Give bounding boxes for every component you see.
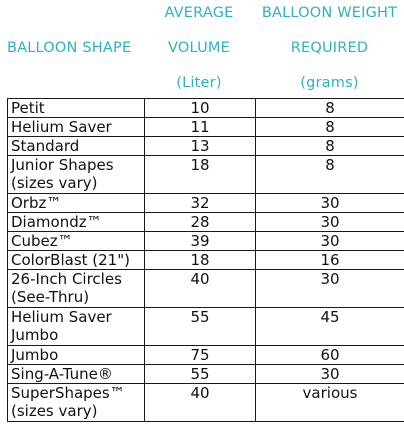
balloon-shape-text: Helium Saver (11, 308, 112, 326)
cell-average-volume: 55 (145, 308, 256, 346)
table-row (8, 194, 404, 213)
table-row (8, 308, 404, 346)
cell-average-volume: 10 (145, 99, 256, 118)
cell-average-volume: 11 (145, 118, 256, 137)
table-row (8, 384, 404, 422)
table-row (8, 118, 404, 137)
balloon-shape-text: (See-Thru) (11, 288, 90, 306)
table-row (8, 270, 404, 308)
cell-average-volume: 40 (145, 384, 256, 422)
cell-balloon-weight: 30 (256, 194, 404, 213)
cell-average-volume: 39 (145, 232, 256, 251)
cell-balloon-shape (8, 384, 145, 422)
cell-balloon-weight: 16 (256, 251, 404, 270)
cell-balloon-weight: 8 (256, 118, 404, 137)
table-row (8, 251, 404, 270)
balloon-shape-text: Junior Shapes (11, 156, 114, 174)
cell-balloon-shape (8, 346, 145, 365)
cell-balloon-weight: 8 (256, 156, 404, 194)
balloon-shape-text: (sizes vary) (11, 174, 98, 192)
cell-balloon-weight: 30 (256, 365, 404, 384)
table-row (8, 99, 404, 118)
balloon-shape-text: Jumbo (11, 346, 59, 364)
balloon-shape-text: Orbz™ (11, 194, 62, 212)
balloon-shape-text: ColorBlast (21") (11, 251, 130, 269)
cell-balloon-shape (8, 213, 145, 232)
cell-average-volume: 55 (145, 365, 256, 384)
header-balloon-shape: BALLOON SHAPE (7, 40, 132, 56)
header-average-volume-line1: AVERAGE (164, 5, 234, 21)
cell-balloon-shape (8, 156, 145, 194)
table-body (8, 99, 404, 422)
header-average-volume-line2: VOLUME (168, 40, 230, 56)
table-row (8, 156, 404, 194)
balloon-shape-text: Cubez™ (11, 232, 73, 250)
balloon-shape-text: Sing-A-Tune® (11, 365, 113, 383)
cell-average-volume: 13 (145, 137, 256, 156)
cell-balloon-weight: 60 (256, 346, 404, 365)
header-balloon-weight-line2: REQUIRED (290, 40, 369, 56)
header-balloon-weight-unit: (grams) (300, 75, 359, 91)
cell-balloon-shape (8, 118, 145, 137)
balloon-shape-text: Helium Saver (11, 118, 112, 136)
cell-average-volume: 75 (145, 346, 256, 365)
cell-average-volume: 18 (145, 156, 256, 194)
cell-balloon-shape (8, 137, 145, 156)
balloon-shape-text: (sizes vary) (11, 402, 98, 420)
table-header (7, 0, 404, 98)
cell-balloon-shape (8, 232, 145, 251)
cell-balloon-shape (8, 194, 145, 213)
cell-balloon-shape (8, 270, 145, 308)
table-row (8, 346, 404, 365)
cell-average-volume: 40 (145, 270, 256, 308)
balloon-shape-text: Diamondz™ (11, 213, 102, 231)
cell-average-volume: 18 (145, 251, 256, 270)
header-balloon-weight-line1: BALLOON WEIGHT (261, 5, 398, 21)
cell-balloon-shape (8, 251, 145, 270)
cell-balloon-shape (8, 99, 145, 118)
table-row (8, 213, 404, 232)
table-row (8, 232, 404, 251)
cell-balloon-weight: 30 (256, 270, 404, 308)
cell-balloon-weight: 30 (256, 213, 404, 232)
balloon-shape-text: 26-Inch Circles (11, 270, 122, 288)
header-average-volume-unit: (Liter) (176, 75, 222, 91)
cell-balloon-weight: 45 (256, 308, 404, 346)
balloon-data-table (7, 98, 404, 422)
cell-average-volume: 32 (145, 194, 256, 213)
cell-balloon-shape (8, 365, 145, 384)
balloon-shape-text: Jumbo (11, 326, 59, 344)
balloon-shape-text: Petit (11, 99, 45, 117)
cell-balloon-weight: 30 (256, 232, 404, 251)
table-row (8, 365, 404, 384)
table-row (8, 137, 404, 156)
balloon-shape-text: Standard (11, 137, 80, 155)
cell-balloon-weight: 8 (256, 137, 404, 156)
cell-balloon-shape (8, 308, 145, 346)
cell-average-volume: 28 (145, 213, 256, 232)
cell-balloon-weight: various (256, 384, 404, 422)
cell-balloon-weight: 8 (256, 99, 404, 118)
balloon-shape-text: SuperShapes™ (11, 384, 125, 402)
